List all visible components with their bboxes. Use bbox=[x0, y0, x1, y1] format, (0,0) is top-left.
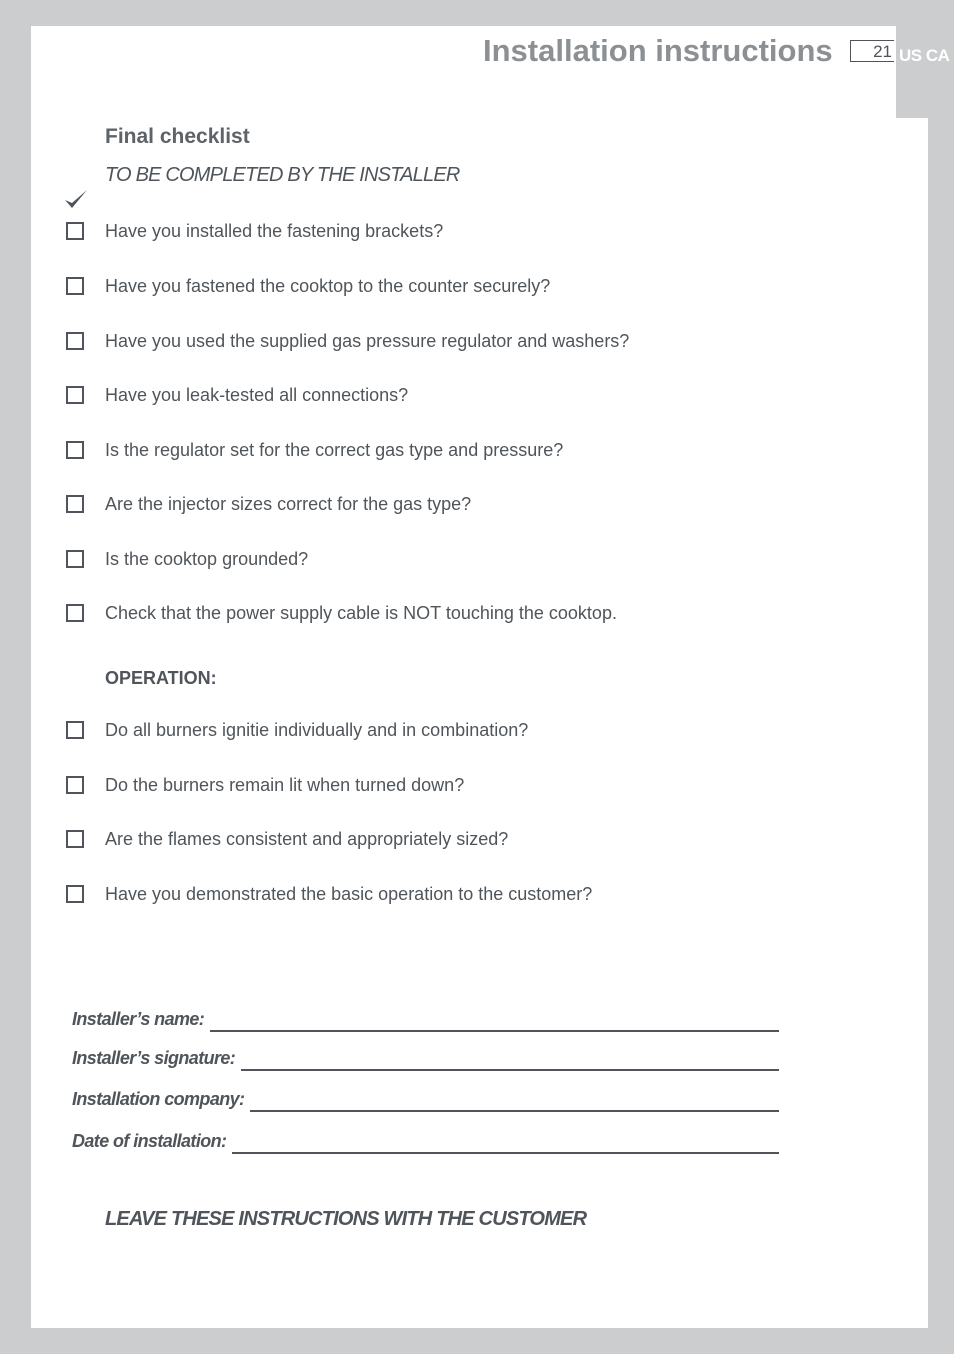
checkbox[interactable] bbox=[66, 550, 84, 568]
installer-signature-field[interactable] bbox=[241, 1067, 779, 1071]
checkbox[interactable] bbox=[66, 604, 84, 622]
installation-company-field[interactable] bbox=[250, 1108, 779, 1112]
operation-item-label: Are the flames consistent and appropriately sized? bbox=[105, 828, 509, 849]
operation-item bbox=[66, 828, 509, 850]
checklist-item bbox=[66, 602, 617, 624]
operation-item bbox=[66, 774, 465, 796]
installer-name-row bbox=[72, 1004, 779, 1030]
checkmark-icon bbox=[63, 188, 89, 212]
installation-company-label: Installation company: bbox=[72, 1089, 245, 1109]
page-title: Installation instructions bbox=[483, 33, 833, 68]
checkbox[interactable] bbox=[66, 277, 84, 295]
checkbox[interactable] bbox=[66, 721, 84, 739]
leave-instructions-note: LEAVE THESE INSTRUCTIONS WITH THE CUSTOMER bbox=[105, 1208, 587, 1230]
installer-subheading: TO BE COMPLETED BY THE INSTALLER bbox=[105, 164, 460, 186]
checkbox[interactable] bbox=[66, 222, 84, 240]
installation-date-field[interactable] bbox=[232, 1150, 779, 1154]
checklist-item bbox=[66, 548, 309, 570]
checklist-item-label: Have you used the supplied gas pressure regulator and washers? bbox=[105, 330, 630, 351]
checklist-item-label: Is the cooktop grounded? bbox=[105, 548, 309, 569]
checklist-item bbox=[66, 220, 444, 242]
checklist-item-label: Have you installed the fastening brackets? bbox=[105, 220, 444, 241]
checkbox[interactable] bbox=[66, 830, 84, 848]
checklist-item bbox=[66, 384, 409, 406]
region-label: US CA bbox=[899, 46, 950, 65]
operation-item-label: Do the burners remain lit when turned down? bbox=[105, 774, 465, 795]
checkbox[interactable] bbox=[66, 885, 84, 903]
checklist-item bbox=[66, 330, 630, 352]
operation-item-label: Do all burners ignitie individually and in combination? bbox=[105, 719, 529, 740]
region-tab bbox=[896, 26, 954, 118]
installation-company-row bbox=[72, 1084, 779, 1110]
checkbox[interactable] bbox=[66, 332, 84, 350]
checklist-item bbox=[66, 439, 564, 461]
installer-signature-label: Installer’s signature: bbox=[72, 1048, 236, 1068]
checklist-item-label: Are the injector sizes correct for the gas type? bbox=[105, 493, 472, 514]
installer-signature-row bbox=[72, 1043, 779, 1069]
page-number: 21 bbox=[850, 40, 894, 62]
checkbox[interactable] bbox=[66, 776, 84, 794]
checklist-item-label: Is the regulator set for the correct gas type and pressure? bbox=[105, 439, 564, 460]
checkbox[interactable] bbox=[66, 386, 84, 404]
operation-heading: OPERATION: bbox=[105, 668, 217, 688]
installer-name-label: Installer’s name: bbox=[72, 1009, 205, 1029]
operation-item bbox=[66, 883, 593, 905]
installation-date-label: Date of installation: bbox=[72, 1131, 227, 1151]
operation-item bbox=[66, 719, 529, 741]
checkbox[interactable] bbox=[66, 495, 84, 513]
checklist-item-label: Have you fastened the cooktop to the counter securely? bbox=[105, 275, 551, 296]
installation-date-row bbox=[72, 1126, 779, 1152]
checklist-item-label: Have you leak-tested all connections? bbox=[105, 384, 409, 405]
checklist-item-label: Check that the power supply cable is NOT touching the cooktop. bbox=[105, 602, 617, 623]
checklist-heading: Final checklist bbox=[105, 125, 250, 148]
checkbox[interactable] bbox=[66, 441, 84, 459]
operation-item-label: Have you demonstrated the basic operation to the customer? bbox=[105, 883, 593, 904]
checklist-item bbox=[66, 275, 551, 297]
checklist-item bbox=[66, 493, 472, 515]
installer-name-field[interactable] bbox=[210, 1028, 779, 1032]
